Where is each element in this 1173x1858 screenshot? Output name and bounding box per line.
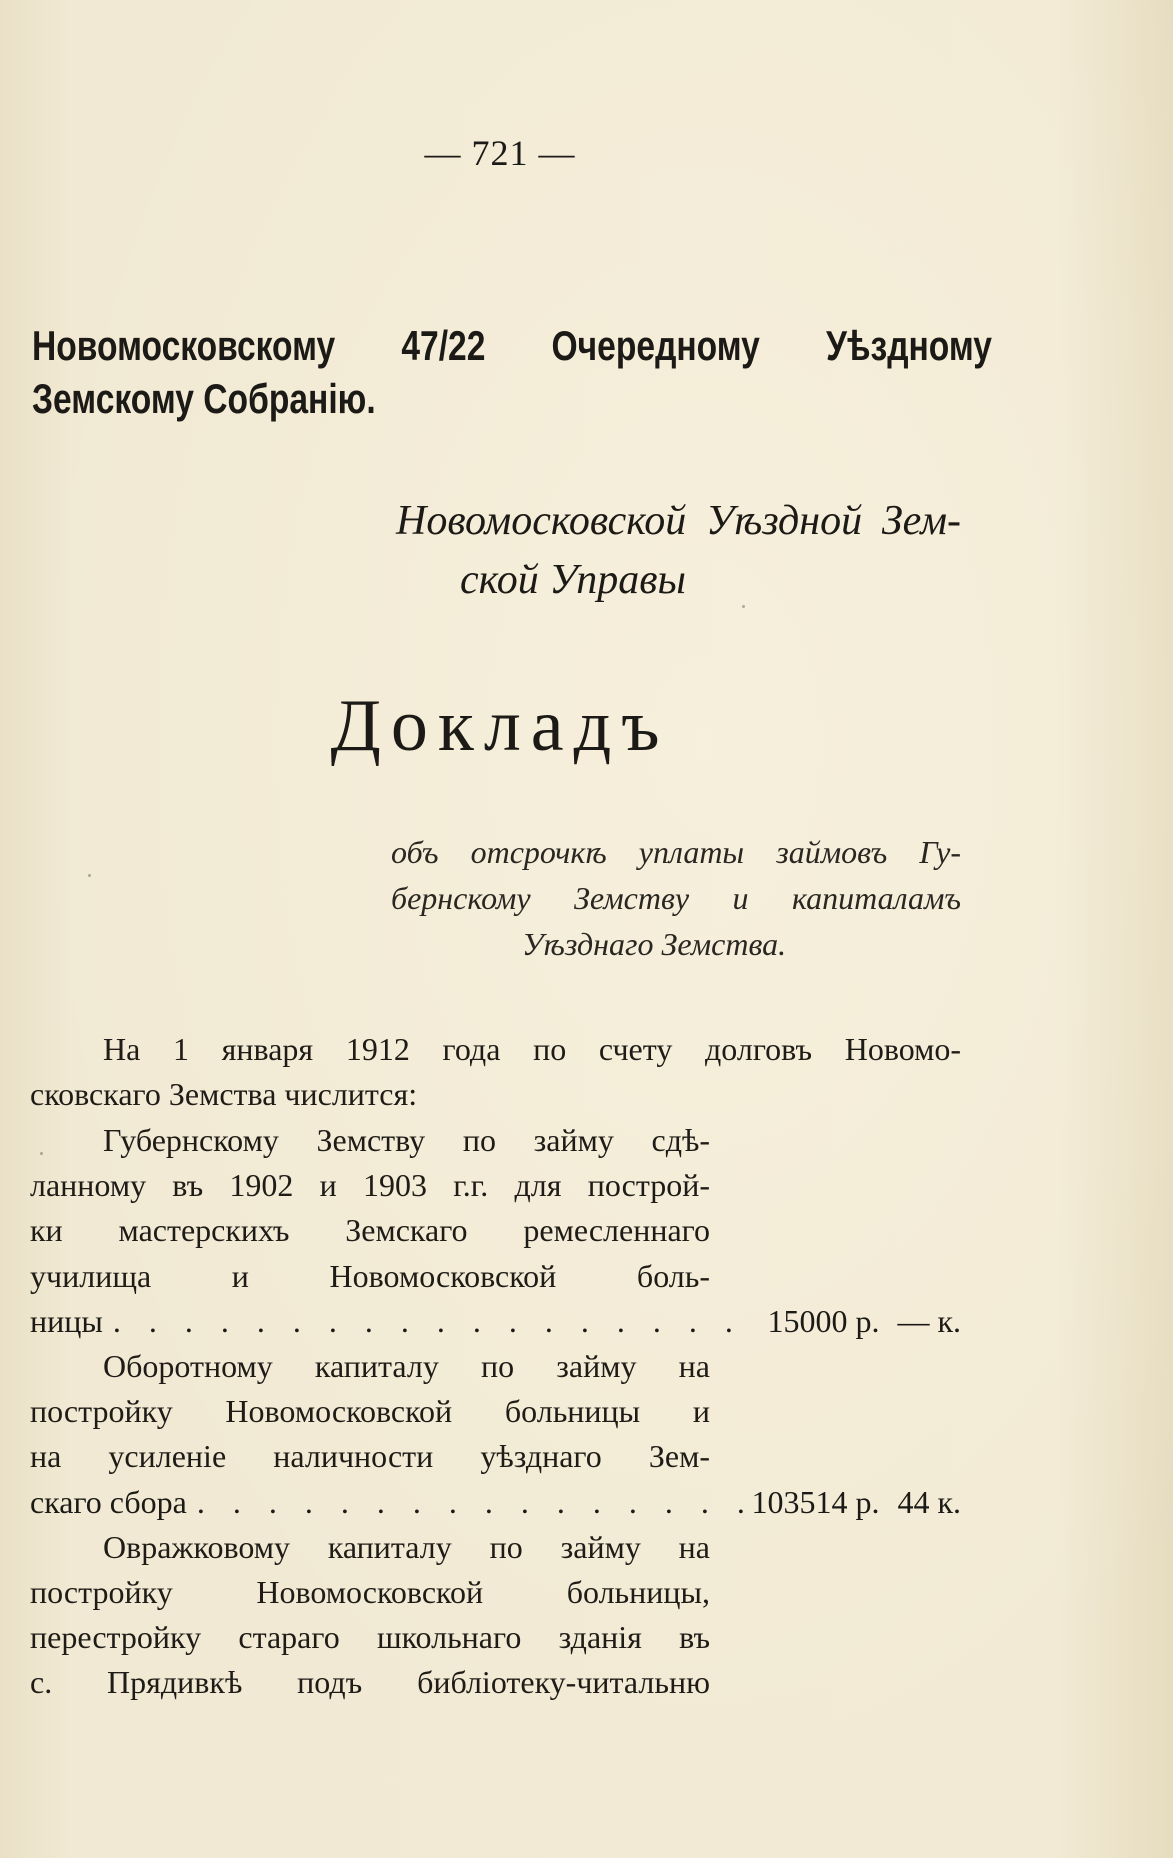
item1-line-1: Губернскому Земству по займу сдѣ- [103,1122,710,1158]
subject-line-2: бернскому Земству и капиталамъ [391,880,961,916]
item1-line-2: ланному въ 1902 и 1903 г.г. для построй- [30,1167,710,1203]
item3-line-4: с. Прядивкѣ подъ библіотеку-читальню [30,1664,710,1700]
paper-speck [88,874,91,877]
item2-lead: скаго сбора [30,1484,187,1520]
document-title: Докладъ [330,685,670,767]
subject-line-3: Уѣзднаго Земства. [522,926,787,962]
page-number: — 721 — [424,133,576,173]
authority-line-2: ской Управы [460,557,686,603]
item1-kopecks: — к. [897,1303,961,1339]
authority-line-1: Новомосковской Уѣздной Зем- [396,498,961,544]
item2-line-2: постройку Новомосковской больницы и [30,1393,710,1429]
item1-amount-row [30,1303,961,1340]
item1-lead: ницы [30,1303,103,1339]
item3-line-2: постройку Новомосковской больницы, [30,1574,710,1610]
item2-kopecks: 44 к. [897,1484,961,1520]
item3-line-3: перестройку стараго школьнаго зданія въ [30,1619,710,1655]
intro-line-1: На 1 января 1912 года по счету долговъ Новомо- [103,1031,961,1067]
subject-line-1: объ отсрочкѣ уплаты займовъ Гу- [391,834,961,870]
item1-line-4: училища и Новомосковской боль- [30,1258,710,1294]
item2-rubles: 103514 р. [751,1484,880,1520]
dot-leader [113,1303,762,1340]
paper-speck [40,1152,43,1155]
intro-line-2: сковскаго Земства числится: [30,1076,418,1112]
item2-amount-row [30,1484,961,1521]
item1-line-3: ки мастерскихъ Земскаго ремесленнаго [30,1212,710,1248]
paper-speck [742,605,745,608]
addressee-line-1: Новомосковскому 47/22 Очередному Уѣздному [32,322,992,369]
addressee-line-2: Земскому Собранію. [32,375,376,422]
item1-rubles: 15000 р. [767,1303,880,1339]
item3-line-1: Овражковому капиталу по займу на [103,1529,710,1565]
item2-line-1: Оборотному капиталу по займу на [103,1348,710,1384]
dot-leader [197,1484,746,1521]
item2-line-3: на усиленіе наличности уѣзднаго Зем- [30,1438,710,1474]
